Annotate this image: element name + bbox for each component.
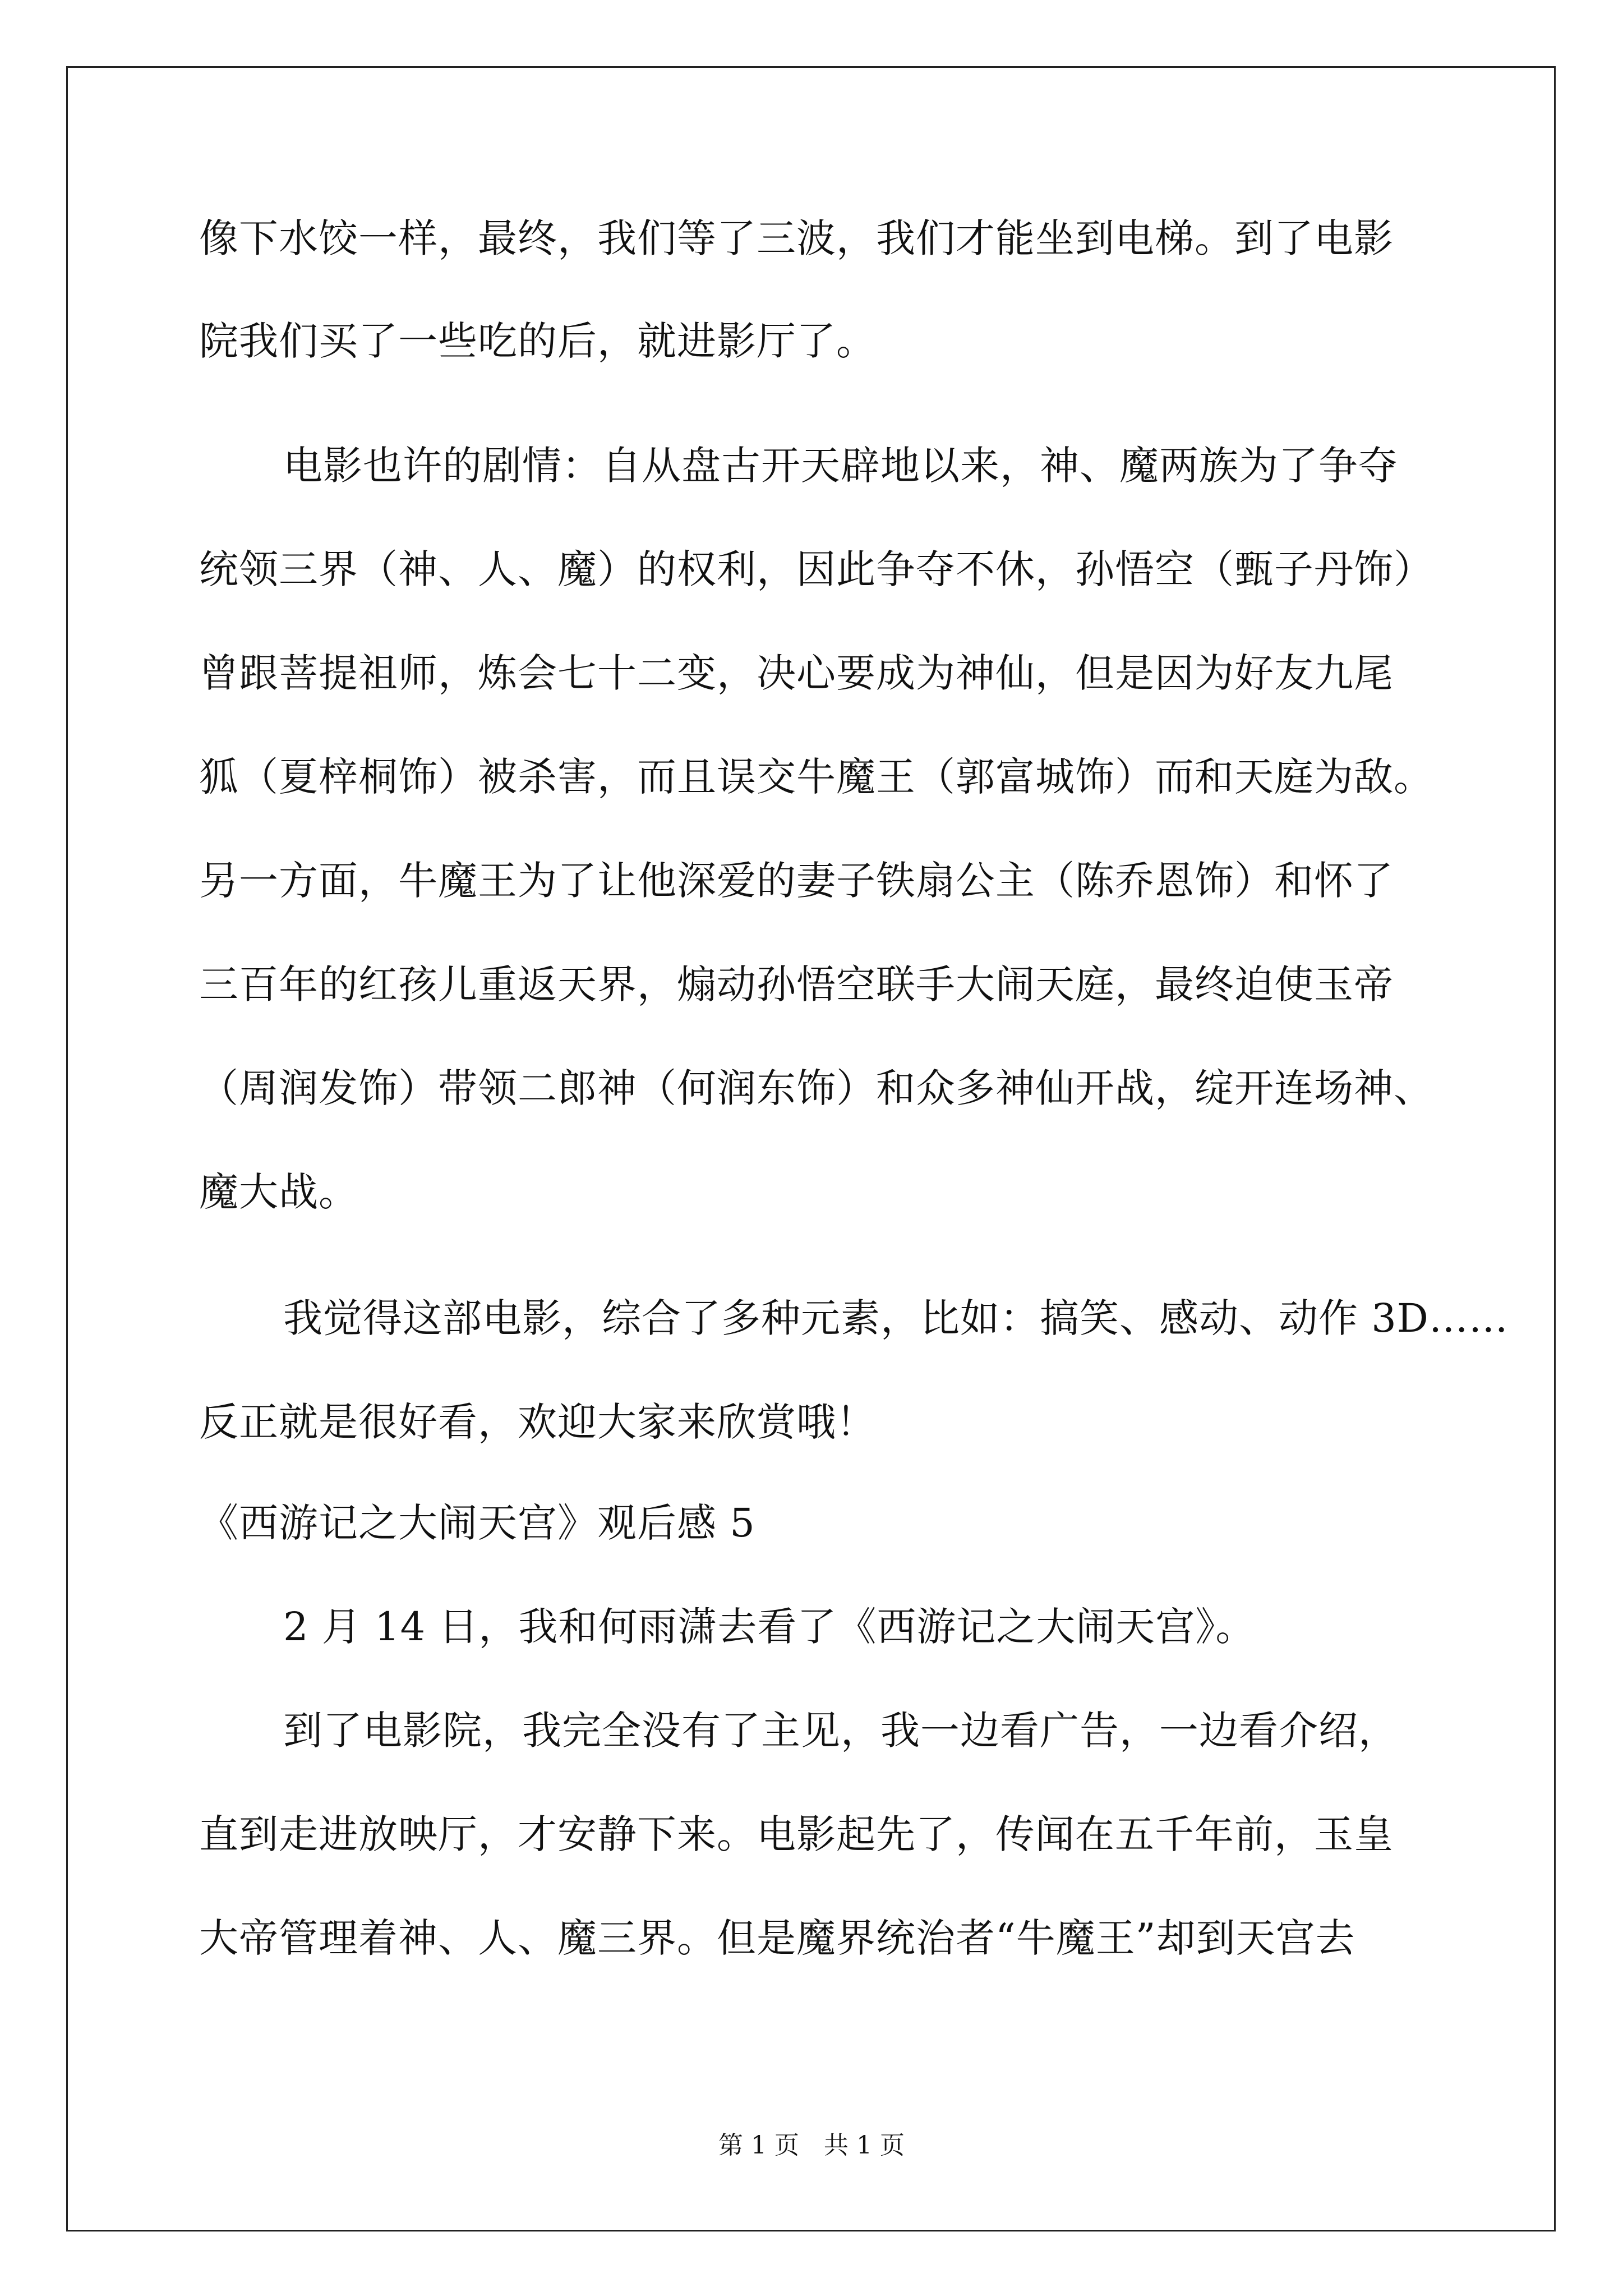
page-number-footer: 第 1 页 共 1 页 [718,2131,905,2160]
page-border [66,66,1556,2231]
text-line: （周润发饰）带领二郎神（何润东饰）和众多神仙开战，绽开连场神、 [199,1065,1433,1111]
text-line: 另一方面，牛魔王为了让他深爱的妻子铁扇公主（陈乔恩饰）和怀了 [199,858,1394,904]
text-line: 反正就是很好看，欢迎大家来欣赏哦！ [199,1399,876,1445]
paragraph-start-line: 2 月 14 日，我和何雨潇去看了《西游记之大闹天宫》。 [283,1604,1256,1650]
text-line: 三百年的红孩儿重返天界，煽动孙悟空联手大闹天庭，最终迫使玉帝 [199,961,1394,1007]
text-line: 曾跟菩提祖师，炼会七十二变，决心要成为神仙，但是因为好友九尾 [199,650,1394,696]
text-line: 院我们买了一些吃的后，就进影厅了。 [199,318,876,364]
text-line: 统领三界（神、人、魔）的权利，因此争夺不休，孙悟空（甄子丹饰） [199,546,1433,592]
paragraph-start-line: 电影也许的剧情：自从盘古开天辟地以来，神、魔两族为了争夺 [283,443,1398,489]
text-line: 像下水饺一样，最终，我们等了三波，我们才能坐到电梯。到了电影 [199,215,1394,261]
text-line: 大帝管理着神、人、魔三界。但是魔界统治者“牛魔王”却到天宫去 [199,1915,1355,1961]
text-line: 魔大战。 [199,1169,358,1215]
paragraph-start-line: 到了电影院，我完全没有了主见，我一边看广告，一边看介绍， [283,1708,1398,1754]
text-line: 直到走进放映厅，才安静下来。电影起先了，传闻在五千年前，玉皇 [199,1811,1394,1857]
text-line: 狐（夏梓桐饰）被杀害，而且误交牛魔王（郭富城饰）而和天庭为敌。 [199,754,1433,800]
section-heading: 《西游记之大闹天宫》观后感 5 [199,1500,755,1546]
paragraph-start-line: 我觉得这部电影，综合了多种元素，比如：搞笑、感动、动作 3D…… [283,1295,1509,1341]
